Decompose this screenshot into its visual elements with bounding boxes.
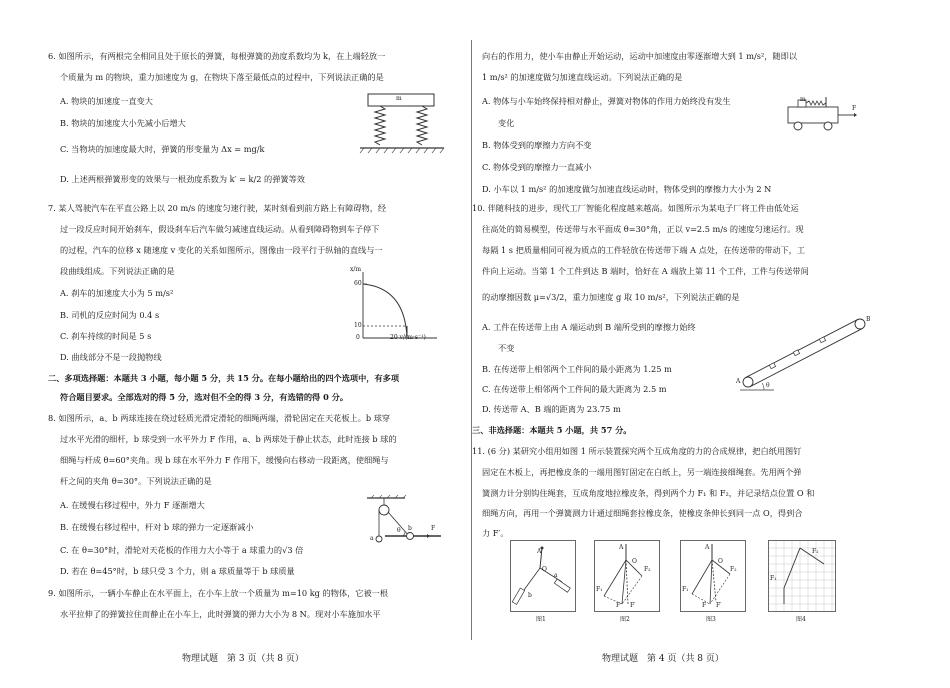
q10-line-3: 每隔 1 s 把质量相同可视为质点的工件轻放在传送带下端 A 点处，在传送带的带动下，工 [482, 245, 806, 255]
q9-option-a: A. 物体与小车始终保持相对静止，弹簧对物体的作用力始终没有发生 [482, 96, 731, 106]
q7-line-2: 过一段反应时间开始刹车，假设刹车后汽车做匀减速直线运动。从看到障碍物到车子停下 [60, 224, 380, 234]
workpiece-1 [769, 363, 775, 369]
wheel-right [824, 122, 832, 130]
board [511, 541, 576, 612]
q7-option-c: C. 刹车持续的时间是 5 s [60, 331, 152, 341]
q11-figure-2 [594, 540, 660, 612]
ball-a [376, 536, 382, 542]
q8-line-4: 杆之间的夹角 θ=30°。下列说法正确的是 [60, 476, 212, 486]
q9-option-a-cont: 变化 [498, 118, 515, 128]
q10-line-4: 件向上运动。当第 1 个工件到达 B 端时，恰好在 A 端放上第 11 个工件，工件与传送带间 [482, 266, 809, 276]
fig3-Fp-label: F′ [716, 602, 722, 609]
q7-option-a: A. 刹车的加速度大小为 5 m/s² [60, 288, 174, 298]
board [595, 541, 660, 612]
q8-a-label: a [370, 535, 374, 542]
q8-line-1: 8. 如图所示，a、b 两球连接在绕过轻质光滑定滑轮的细绳两端，滑轮固定在天花板上。b 球穿 [48, 413, 391, 423]
q7-y60: 60 [354, 280, 362, 287]
spring [806, 101, 826, 105]
fig4-F1-label: F₁ [770, 575, 777, 582]
q8-line-2: 过水平光滑的细杆，b 球受到一水平外力 F 作用，a、b 两球处于静止状态，此时连接 b 球的 [60, 434, 397, 444]
fig1-a-label: a [554, 572, 558, 579]
q11-line-4: 细绳方向，再用一个弹簧测力计通过细绳套拉橡皮条，使橡皮条伸长到同一点 O，得到合 [482, 508, 803, 518]
q9-line-2: 水平拉伸了的弹簧拉住而静止在小车上，此时弹簧的弹力大小为 8 N。现对小车施加水平 [60, 609, 381, 619]
fig2-Fp-label: F′ [630, 602, 636, 609]
q8-theta-label: θ [397, 527, 401, 534]
q7-option-b: B. 司机的反应时间为 0.4 s [60, 310, 160, 320]
right-footer: 物理试题 第 4 页（共 8 页） [602, 654, 724, 665]
spring-left [375, 106, 385, 145]
fig2-F1-label: F₁ [596, 586, 603, 593]
q11-line-1: 11. (6 分) 某研究小组用如图 1 所示装置探究两个互成角度的力的合成规律，把白纸用图钉 [472, 446, 802, 456]
q11-figure-3 [680, 540, 746, 612]
q6-block-label: m [396, 95, 402, 102]
workpiece-2 [793, 350, 799, 356]
q9-m-label: m [800, 96, 806, 103]
q10-option-c: C. 在传送带上相邻两个工件间的最大距离为 2.5 m [482, 384, 667, 394]
q9-option-d: D. 小车以 1 m/s² 的加速度做匀加速直线运动时，物体受到的摩擦力大小为 2 N [482, 184, 772, 194]
q6-line-2: 个质量为 m 的物块，重力加速度为 g，在物块下落至最低点的过程中，下列说法正确的是 [60, 72, 384, 82]
q10-A-label: A [736, 378, 741, 385]
fig1-b-label: b [528, 592, 532, 599]
q11-figure-4 [768, 540, 836, 612]
belt-top [746, 319, 858, 377]
q6-option-c: C. 当物块的加速度最大时，弹簧的形变量为 Δx = mg/k [60, 144, 265, 154]
fig2-F2-label: F₂ [644, 566, 651, 573]
belt-bottom [750, 329, 862, 387]
q9-cont-line-2: 1 m/s² 的加速度做匀加速直线运动。下列说法正确的是 [482, 72, 683, 82]
q11-figure-1 [510, 540, 576, 612]
q7-option-d: D. 曲线部分不是一段抛物线 [60, 352, 162, 362]
board [681, 541, 746, 612]
q8-option-a: A. 在缓慢右移过程中，外力 F 逐渐增大 [60, 500, 205, 510]
pulley [379, 505, 389, 515]
q6-line-1: 6. 如图所示，有两根完全相同且处于原长的弹簧，每根弹簧的劲度系数均为 k，在上端轻放一 [48, 51, 386, 61]
q11-line-5: 力 F′。 [482, 528, 509, 538]
cart-body [788, 107, 838, 123]
caption-fig4: 图4 [796, 616, 806, 623]
theta-arc [403, 531, 405, 536]
q8-option-c: C. 在 θ=30°时，滑轮对天花板的作用力大小等于 a 球重力的√3 倍 [60, 545, 304, 555]
q8-option-d: D. 若在 θ=45°时，b 球只受 3 个力，则 a 球质量等于 b 球质量 [60, 566, 295, 576]
q6-option-d: D. 上述两根弹簧形变的效果与一根劲度系数为 k′ = k/2 的弹簧等效 [60, 174, 305, 184]
q7-xlabel: 20 v/(m·s⁻¹) [390, 334, 426, 341]
fig3-F1-label: F₁ [682, 586, 689, 593]
grid-border [769, 541, 836, 612]
left-page [0, 0, 472, 688]
theta-arc [762, 383, 764, 390]
section2-line-2: 符合题目要求。全部选对的得 5 分，选对但不全的得 3 分，有选错的得 0 分。 [60, 392, 349, 402]
fig3-F-label: F [702, 602, 707, 609]
ball-b [407, 533, 414, 540]
q9-cart-figure [784, 93, 864, 133]
q11-line-2: 固定在木板上，再把橡皮条的一端用图钉固定在白纸上，另一端连接细绳套。先用两个弹 [482, 467, 802, 477]
workpiece-3 [819, 337, 825, 343]
fig2-F-label: F [616, 602, 621, 609]
q10-option-b: B. 在传送带上相邻两个工件间的最小距离为 1.25 m [482, 364, 672, 374]
q10-option-d: D. 传送带 A、B 端的距离为 23.75 m [482, 404, 621, 414]
force-arrow-head [854, 113, 857, 117]
left-footer: 物理试题 第 3 页（共 8 页） [182, 654, 304, 665]
q7-origin: 0 [356, 334, 360, 341]
caption-fig3: 图3 [706, 616, 716, 623]
q9-cont-line-1: 向右的作用力，使小车由静止开始运动，运动中加速度由零逐渐增大到 1 m/s²，随即以 [482, 51, 797, 61]
q10-option-a: A. 工件在传送带上由 A 端运动到 B 端所受到的摩擦力始终 [482, 322, 696, 332]
q9-line-1: 9. 如图所示，一辆小车静止在水平面上，在小车上放一个质量为 m=10 kg 的物体，它被一根 [48, 588, 389, 598]
section2-line-1: 二、多项选择题：本题共 3 小题，每小题 5 分，共 15 分。在每小题给出的四个选项中，有多项 [48, 373, 400, 383]
q7-line-4: 段曲线组成。下列说法正确的是 [60, 266, 175, 276]
caption-fig1: 图1 [536, 616, 546, 623]
force-arrow-head [427, 534, 430, 538]
grid [768, 540, 836, 612]
right-page [472, 0, 950, 688]
q7-y10: 10 [354, 322, 362, 329]
ground-hatch [360, 148, 444, 153]
fig1-O-label: O [542, 566, 547, 573]
q8-line-3: 细绳与杆成 θ=60°夹角。现 b 球在水平外力 F 作用下，缓慢向右移动一段距离，使细绳与 [60, 455, 389, 465]
fig4-F2-label: F₂ [812, 548, 819, 555]
fig1-A-label: A [537, 548, 542, 555]
q7-line-3: 的过程，汽车的位移 x 随速度 v 变化的关系如图所示，图像由一段平行于纵轴的直线与一 [60, 245, 383, 255]
fig2-A-label: A [619, 544, 624, 551]
q10-option-a-cont: 不变 [498, 343, 515, 353]
q6-spring-figure [358, 92, 448, 157]
q10-theta-label: θ [766, 382, 770, 389]
curve [363, 284, 407, 338]
q10-line-2: 往高处的简易模型，传送带与水平面成 θ=30°角，正以 v=2.5 m/s 的速度匀速运行。现 [482, 224, 804, 234]
fig3-O-label: O [718, 558, 723, 565]
q11-line-3: 簧测力计分别钩住绳套，互成角度地拉橡皮条，得到两个力 F₁ 和 F₂，并记录结点位置 O 和 [482, 488, 815, 498]
q10-line-5: 的动摩擦因数 μ=√3/2，重力加速度 g 取 10 m/s²，下列说法正确的是 [482, 292, 740, 302]
q10-B-label: B [866, 316, 871, 323]
q9-option-b: B. 物体受到的摩擦力方向不变 [482, 140, 592, 150]
spring-right [417, 106, 427, 145]
q8-b-label: b [408, 525, 412, 532]
q7-ylabel: x/m [350, 266, 362, 273]
section3-title: 三、非选择题：本题共 5 小题，共 57 分。 [472, 425, 632, 435]
caption-fig2: 图2 [620, 616, 630, 623]
q6-option-a: A. 物块的加速度一直变大 [60, 96, 153, 106]
q8-F-label: F [431, 525, 436, 532]
fig3-A-label: A [705, 544, 710, 551]
q9-F-label: F [852, 105, 857, 112]
fig2-O-label: O [632, 558, 637, 565]
wheel-left [794, 122, 802, 130]
q8-option-b: B. 在缓慢右移过程中，杆对 b 球的弹力一定逐渐减小 [60, 522, 254, 532]
q6-option-b: B. 物块的加速度大小先减小后增大 [60, 118, 186, 128]
fig3-F2-label: F₂ [730, 566, 737, 573]
q8-pulley-figure [365, 496, 445, 552]
q7-line-1: 7. 某人驾驶汽车在平直公路上以 20 m/s 的速度匀速行驶，某时刻看到前方路上有障碍物，经 [48, 203, 387, 213]
q10-conveyor-figure [734, 316, 874, 396]
q9-option-c: C. 物体受到的摩擦力一直减小 [482, 162, 592, 172]
q10-line-1: 10. 伴随科技的进步，现代工厂智能化程度越来越高。如图所示为某电子厂将工件由低处运 [472, 203, 799, 213]
